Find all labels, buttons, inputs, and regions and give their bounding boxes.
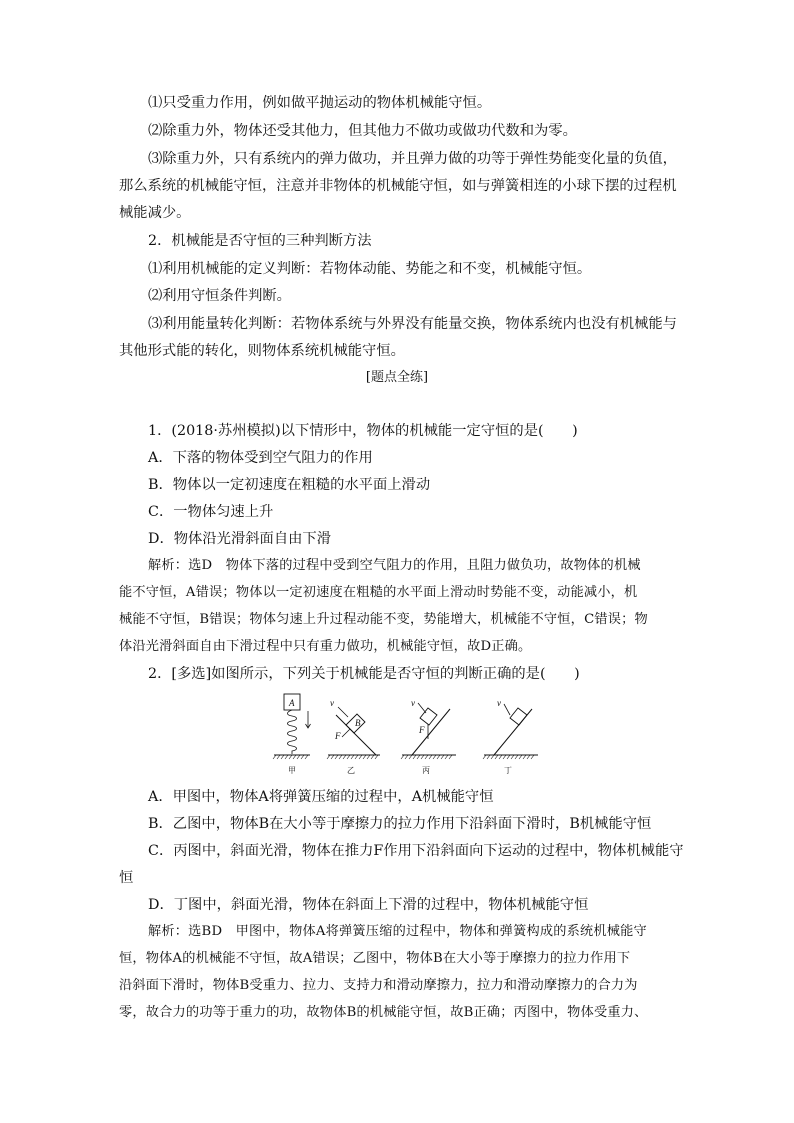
q2-option-a: A．甲图中，物体A将弹簧压缩的过程中，A机械能守恒 (148, 789, 494, 805)
q1-stem: 1．(2018·苏州模拟)以下情形中，物体的机械能一定守恒的是( ) (148, 423, 578, 439)
q1-option-b: B．物体以一定初速度在粗糙的水平面上滑动 (148, 477, 431, 493)
slope-bing (412, 709, 450, 755)
label-v-ding: v (497, 698, 501, 708)
condition-2: ⑵除重力外，物体还受其他力，但其他力不做功或做功代数和为零。 (148, 123, 577, 139)
block-ding (510, 708, 527, 725)
condition-3-line2: 那么系统的机械能守恒，注意并非物体的机械能守恒，如与弹簧相连的小球下摆的过程机 (119, 178, 677, 194)
figure-jia (273, 694, 311, 775)
q1-option-d: D．物体沿光滑斜面自由下滑 (148, 531, 332, 547)
q2-solution-line3: 沿斜面下滑时，物体B受重力、拉力、支持力和滑动摩擦力，拉力和滑动摩擦力的合力为 (119, 978, 638, 993)
q1-solution-line4: 体沿光滑斜面自由下滑过程中只有重力做功，机械能守恒，故D正确。 (119, 639, 532, 654)
method-2: ⑵利用守恒条件判断。 (148, 288, 291, 304)
caption-ding: 丁 (504, 766, 512, 775)
q2-stem: 2．[多选]如图所示，下列关于机械能是否守恒的判断正确的是( ) (148, 666, 580, 682)
label-f-yi: F (335, 731, 341, 741)
condition-3-line3: 械能减少。 (119, 205, 191, 221)
q2-option-d: D．丁图中，斜面光滑，物体在斜面上下滑的过程中，物体机械能守恒 (148, 897, 589, 913)
q1-solution-line2: 能不守恒，A错误；物体以一定初速度在粗糙的水平面上滑动时势能不变，动能减小，机 (119, 585, 638, 600)
mechanics-figure (268, 691, 568, 781)
q2-option-b: B．乙图中，物体B在大小等于摩擦力的拉力作用下沿斜面下滑时，B机械能守恒 (148, 816, 652, 832)
label-v-bing: v (411, 698, 415, 708)
q2-option-c-line1: C．丙图中，斜面光滑，物体在推力F作用下沿斜面向下运动的过程中，物体机械能守 (148, 843, 684, 859)
q2-option-c-line2: 恒 (119, 870, 134, 886)
caption-bing: 丙 (422, 766, 430, 775)
method-3-line2: 其他形式能的转化，则物体系统机械能守恒。 (119, 343, 405, 359)
figure-bing (401, 698, 456, 775)
q1-option-a: A．下落的物体受到空气阻力的作用 (148, 450, 373, 466)
label-f-bing: F (419, 725, 425, 735)
q1-option-c: C．一物体匀速上升 (148, 504, 274, 520)
method-1: ⑴利用机械能的定义判断：若物体动能、势能之和不变，机械能守恒。 (148, 261, 592, 277)
q2-solution-line1: 解析：选BD 甲图中，物体A将弹簧压缩的过程中，物体和弹簧构成的系统机械能守 (148, 924, 647, 939)
figure-yi (327, 698, 380, 775)
caption-yi: 乙 (347, 766, 355, 775)
q1-solution-line3: 械能不守恒，B错误；物体匀速上升过程动能不变，势能增大，机械能不守恒，C错误；物 (119, 612, 648, 627)
methods-heading: 2．机械能是否守恒的三种判断方法 (148, 233, 372, 249)
condition-1: ⑴只受重力作用，例如做平抛运动的物体机械能守恒。 (148, 95, 492, 111)
block-bing (420, 708, 437, 725)
q2-solution-line4: 零，故合力的功等于重力的功，故物体B的机械能守恒，故B正确；丙图中，物体受重力、 (119, 1005, 648, 1020)
spring (288, 710, 297, 754)
caption-jia: 甲 (288, 766, 296, 775)
method-3-line1: ⑶利用能量转化判断：若物体系统与外界没有能量交换，物体系统内也没有机械能与 (148, 316, 677, 332)
label-a: A (289, 698, 295, 708)
section-title: [题点全练] (365, 370, 429, 385)
condition-3-line1: ⑶除重力外，只有系统内的弹力做功，并且弹力做的功等于弹性势能变化量的负值， (148, 151, 677, 167)
q1-solution-line1: 解析：选D 物体下落的过程中受到空气阻力的作用，且阻力做负功，故物体的机械 (148, 558, 641, 573)
figure-ding (483, 698, 538, 775)
label-v-yi: v (330, 698, 334, 708)
label-b: B (355, 718, 361, 728)
q2-solution-line2: 恒，物体A的机械能不守恒，故A错误；乙图中，物体B在大小等于摩擦力的拉力作用下 (119, 951, 631, 966)
